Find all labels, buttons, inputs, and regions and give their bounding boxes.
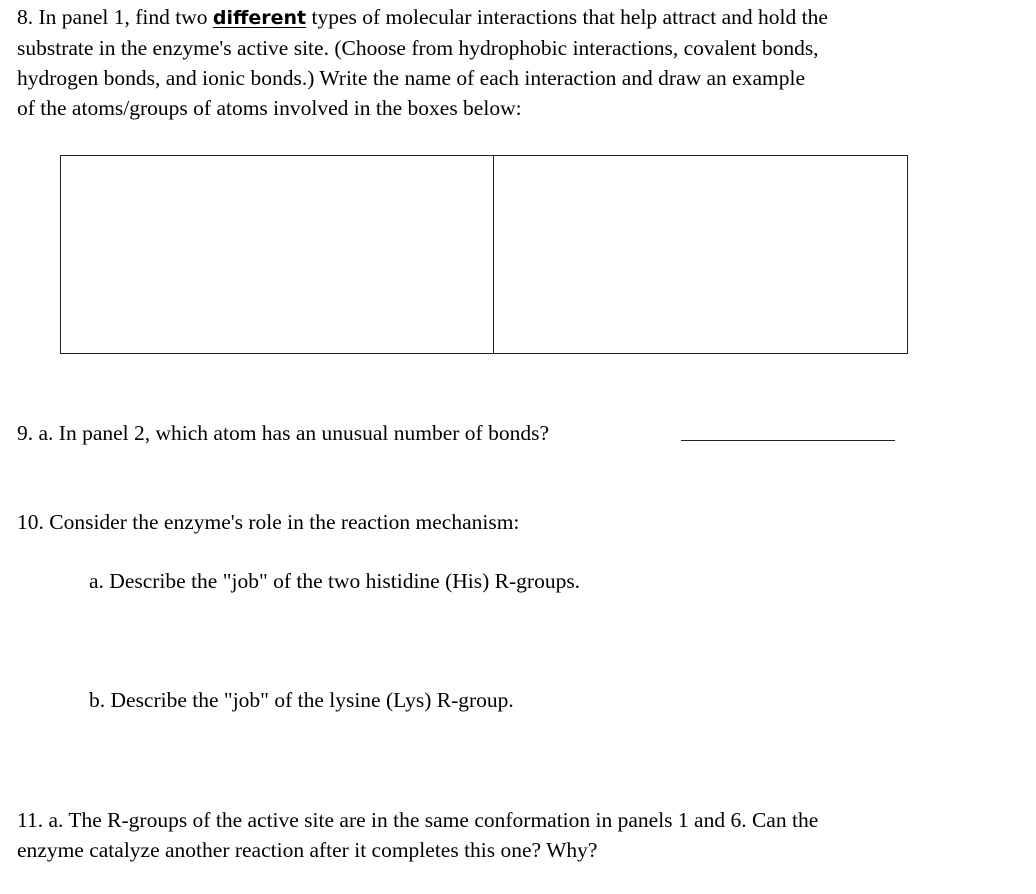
question-11-line-1: 11. a. The R-groups of the active site are in the same conformation in panels 1 and 6. Can the [17, 808, 819, 832]
question-8 [17, 2, 1022, 123]
question-8-line-1 [17, 2, 1022, 33]
answer-box-right[interactable] [494, 156, 907, 353]
question-11-line-2: enzyme catalyze another reaction after it completes this one? Why? [17, 838, 598, 862]
question-8-line-3: hydrogen bonds, and ionic bonds.) Write the name of each interaction and draw an example [17, 66, 806, 90]
question-10-part-a: a. Describe the "job" of the two histidine (His) R-groups. [89, 569, 581, 593]
question-8-line-4: of the atoms/groups of atoms involved in the boxes below: [17, 96, 522, 120]
question-8-line-2: substrate in the enzyme's active site. (Choose from hydrophobic interactions, covalent bonds, [17, 36, 819, 60]
question-9-answer-line[interactable] [681, 440, 895, 441]
question-8-line-1-start: 8. In panel 1, find two [17, 5, 213, 29]
answer-box-left[interactable] [61, 156, 494, 353]
answer-boxes [60, 155, 908, 354]
question-9: 9. a. In panel 2, which atom has an unusual number of bonds? [17, 421, 549, 445]
question-8-line-1-end: types of molecular interactions that help attract and hold the [306, 5, 828, 29]
question-10: 10. Consider the enzyme's role in the reaction mechanism: [17, 510, 520, 534]
question-11 [17, 805, 1022, 865]
question-10-part-b: b. Describe the "job" of the lysine (Lys) R-group. [89, 688, 514, 712]
question-8-emphasis: different [212, 7, 307, 29]
